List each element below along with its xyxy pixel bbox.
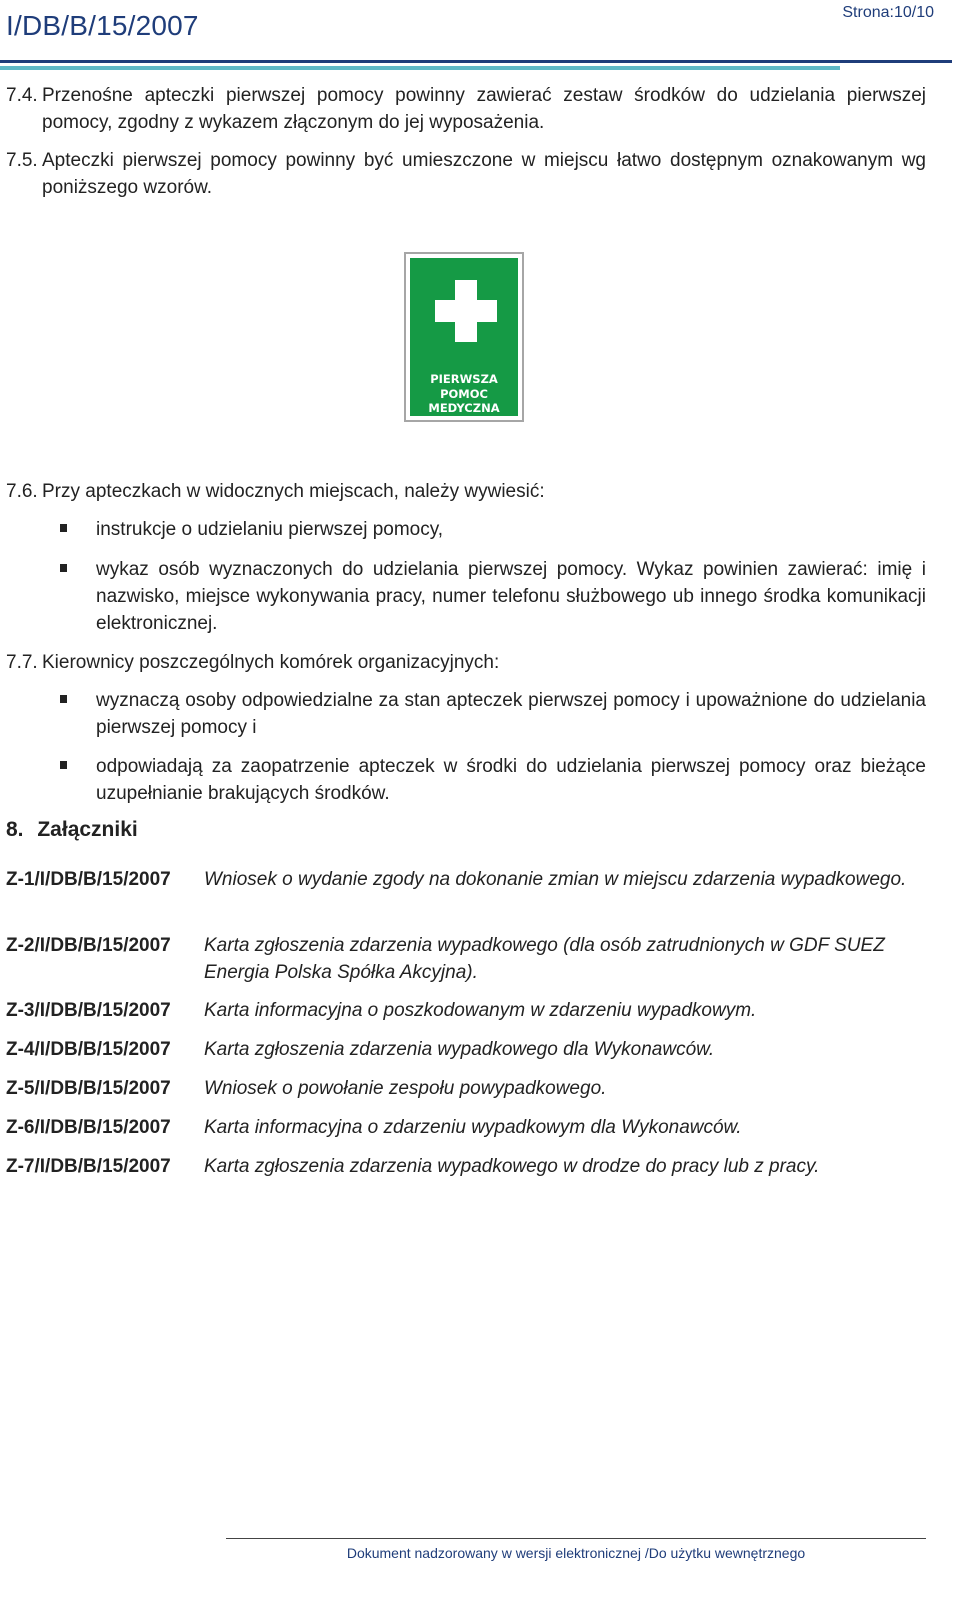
footer-rule (226, 1538, 926, 1539)
list-item (60, 516, 926, 543)
attachment-row (6, 1114, 926, 1141)
paragraph-7-7 (6, 649, 926, 676)
footer-note: Dokument nadzorowany w wersji elektronicznej /Do użytku wewnętrznego (346, 1545, 806, 1561)
bullet-icon (60, 524, 67, 532)
attachment-row (6, 866, 926, 893)
sign-green-field (410, 258, 518, 416)
sign-label-line: POMOC (440, 386, 488, 401)
attachment-description: Karta zgłoszenia zdarzenia wypadkowego dla Wykonawców. (204, 1039, 715, 1060)
attachment-code: Z-6/I/DB/B/15/2007 (6, 1117, 171, 1138)
list-item (60, 556, 926, 637)
section-title: Załączniki (37, 818, 138, 841)
attachment-code: Z-1/I/DB/B/15/2007 (6, 869, 171, 890)
header-rule (0, 60, 952, 63)
paragraph-number: 7.6. (6, 481, 38, 502)
bullet-icon (60, 761, 67, 769)
paragraph-text: Kierownicy poszczególnych komórek organizacyjnych: (42, 652, 500, 673)
attachment-description: Wniosek o wydanie zgody na dokonanie zmian w miejscu zdarzenia wypadkowego. (204, 869, 907, 890)
attachment-row (6, 1153, 926, 1180)
first-aid-cross-bar (435, 300, 497, 322)
paragraph-7-5 (6, 147, 926, 201)
sign-label-line: MEDYCZNA (428, 401, 500, 415)
section-heading (6, 818, 138, 842)
list-item-text: wykaz osób wyznaczonych do udzielania pierwszej pomocy. Wykaz powinien zawierać: imię i nazwisko, miejsce wykonywania pracy, numer telefonu służbowego ub innego środka komunikacji elektronicznej. (96, 559, 926, 634)
attachment-description: Karta zgłoszenia zdarzenia wypadkowego w drodze do pracy lub z pracy. (204, 1156, 820, 1177)
sign-label-line: PIERWSZA (430, 372, 498, 386)
attachment-code: Z-4/I/DB/B/15/2007 (6, 1039, 171, 1060)
paragraph-7-4 (6, 82, 926, 136)
list-item (60, 687, 926, 741)
paragraph-text: Przenośne apteczki pierwszej pomocy powinny zawierać zestaw środków do udzielania pierwszej pomocy, zgodny z wykazem złączonym do jej wyposażenia. (42, 85, 926, 133)
attachment-code: Z-3/I/DB/B/15/2007 (6, 1000, 171, 1021)
first-aid-sign (404, 252, 524, 422)
attachment-description: Karta informacyjna o zdarzeniu wypadkowym dla Wykonawców. (204, 1117, 742, 1138)
attachment-description: Wniosek o powołanie zespołu powypadkowego. (204, 1078, 607, 1099)
page-number: Strona:10/10 (842, 4, 934, 21)
list-item-text: instrukcje o udzielaniu pierwszej pomocy, (96, 519, 444, 540)
attachment-row (6, 1075, 926, 1102)
paragraph-number: 7.5. (6, 150, 38, 171)
attachment-code: Z-5/I/DB/B/15/2007 (6, 1078, 171, 1099)
attachment-description: Karta informacyjna o poszkodowanym w zdarzeniu wypadkowym. (204, 1000, 757, 1021)
paragraph-7-6 (6, 478, 926, 505)
bullet-icon (60, 564, 67, 572)
paragraph-number: 7.7. (6, 652, 38, 673)
attachment-row (6, 1036, 926, 1063)
attachment-row (6, 997, 926, 1024)
list-item (60, 753, 926, 807)
paragraph-text: Apteczki pierwszej pomocy powinny być umieszczone w miejscu łatwo dostępnym oznakowanym wg poniższego wzorów. (42, 150, 926, 198)
paragraph-text: Przy apteczkach w widocznych miejscach, należy wywiesić: (42, 481, 545, 502)
attachment-code: Z-7/I/DB/B/15/2007 (6, 1156, 171, 1177)
attachment-code: Z-2/I/DB/B/15/2007 (6, 935, 171, 956)
sign-label (410, 372, 518, 416)
bullet-icon (60, 695, 67, 703)
header-accent-rule (0, 66, 840, 70)
document-code: I/DB/B/15/2007 (6, 10, 199, 41)
list-item-text: wyznaczą osoby odpowiedzialne za stan apteczek pierwszej pomocy i upoważnione do udzielania pierwszej pomocy i (96, 690, 926, 738)
paragraph-number: 7.4. (6, 85, 38, 106)
section-number: 8. (6, 818, 24, 841)
attachment-description: Karta zgłoszenia zdarzenia wypadkowego (dla osób zatrudnionych w GDF SUEZ Energia Polska Spółka Akcyjna). (204, 935, 885, 983)
list-item-text: odpowiadają za zaopatrzenie apteczek w środki do udzielania pierwszej pomocy oraz bieżące uzupełnianie brakujących środków. (96, 756, 926, 804)
attachment-row (6, 932, 926, 986)
